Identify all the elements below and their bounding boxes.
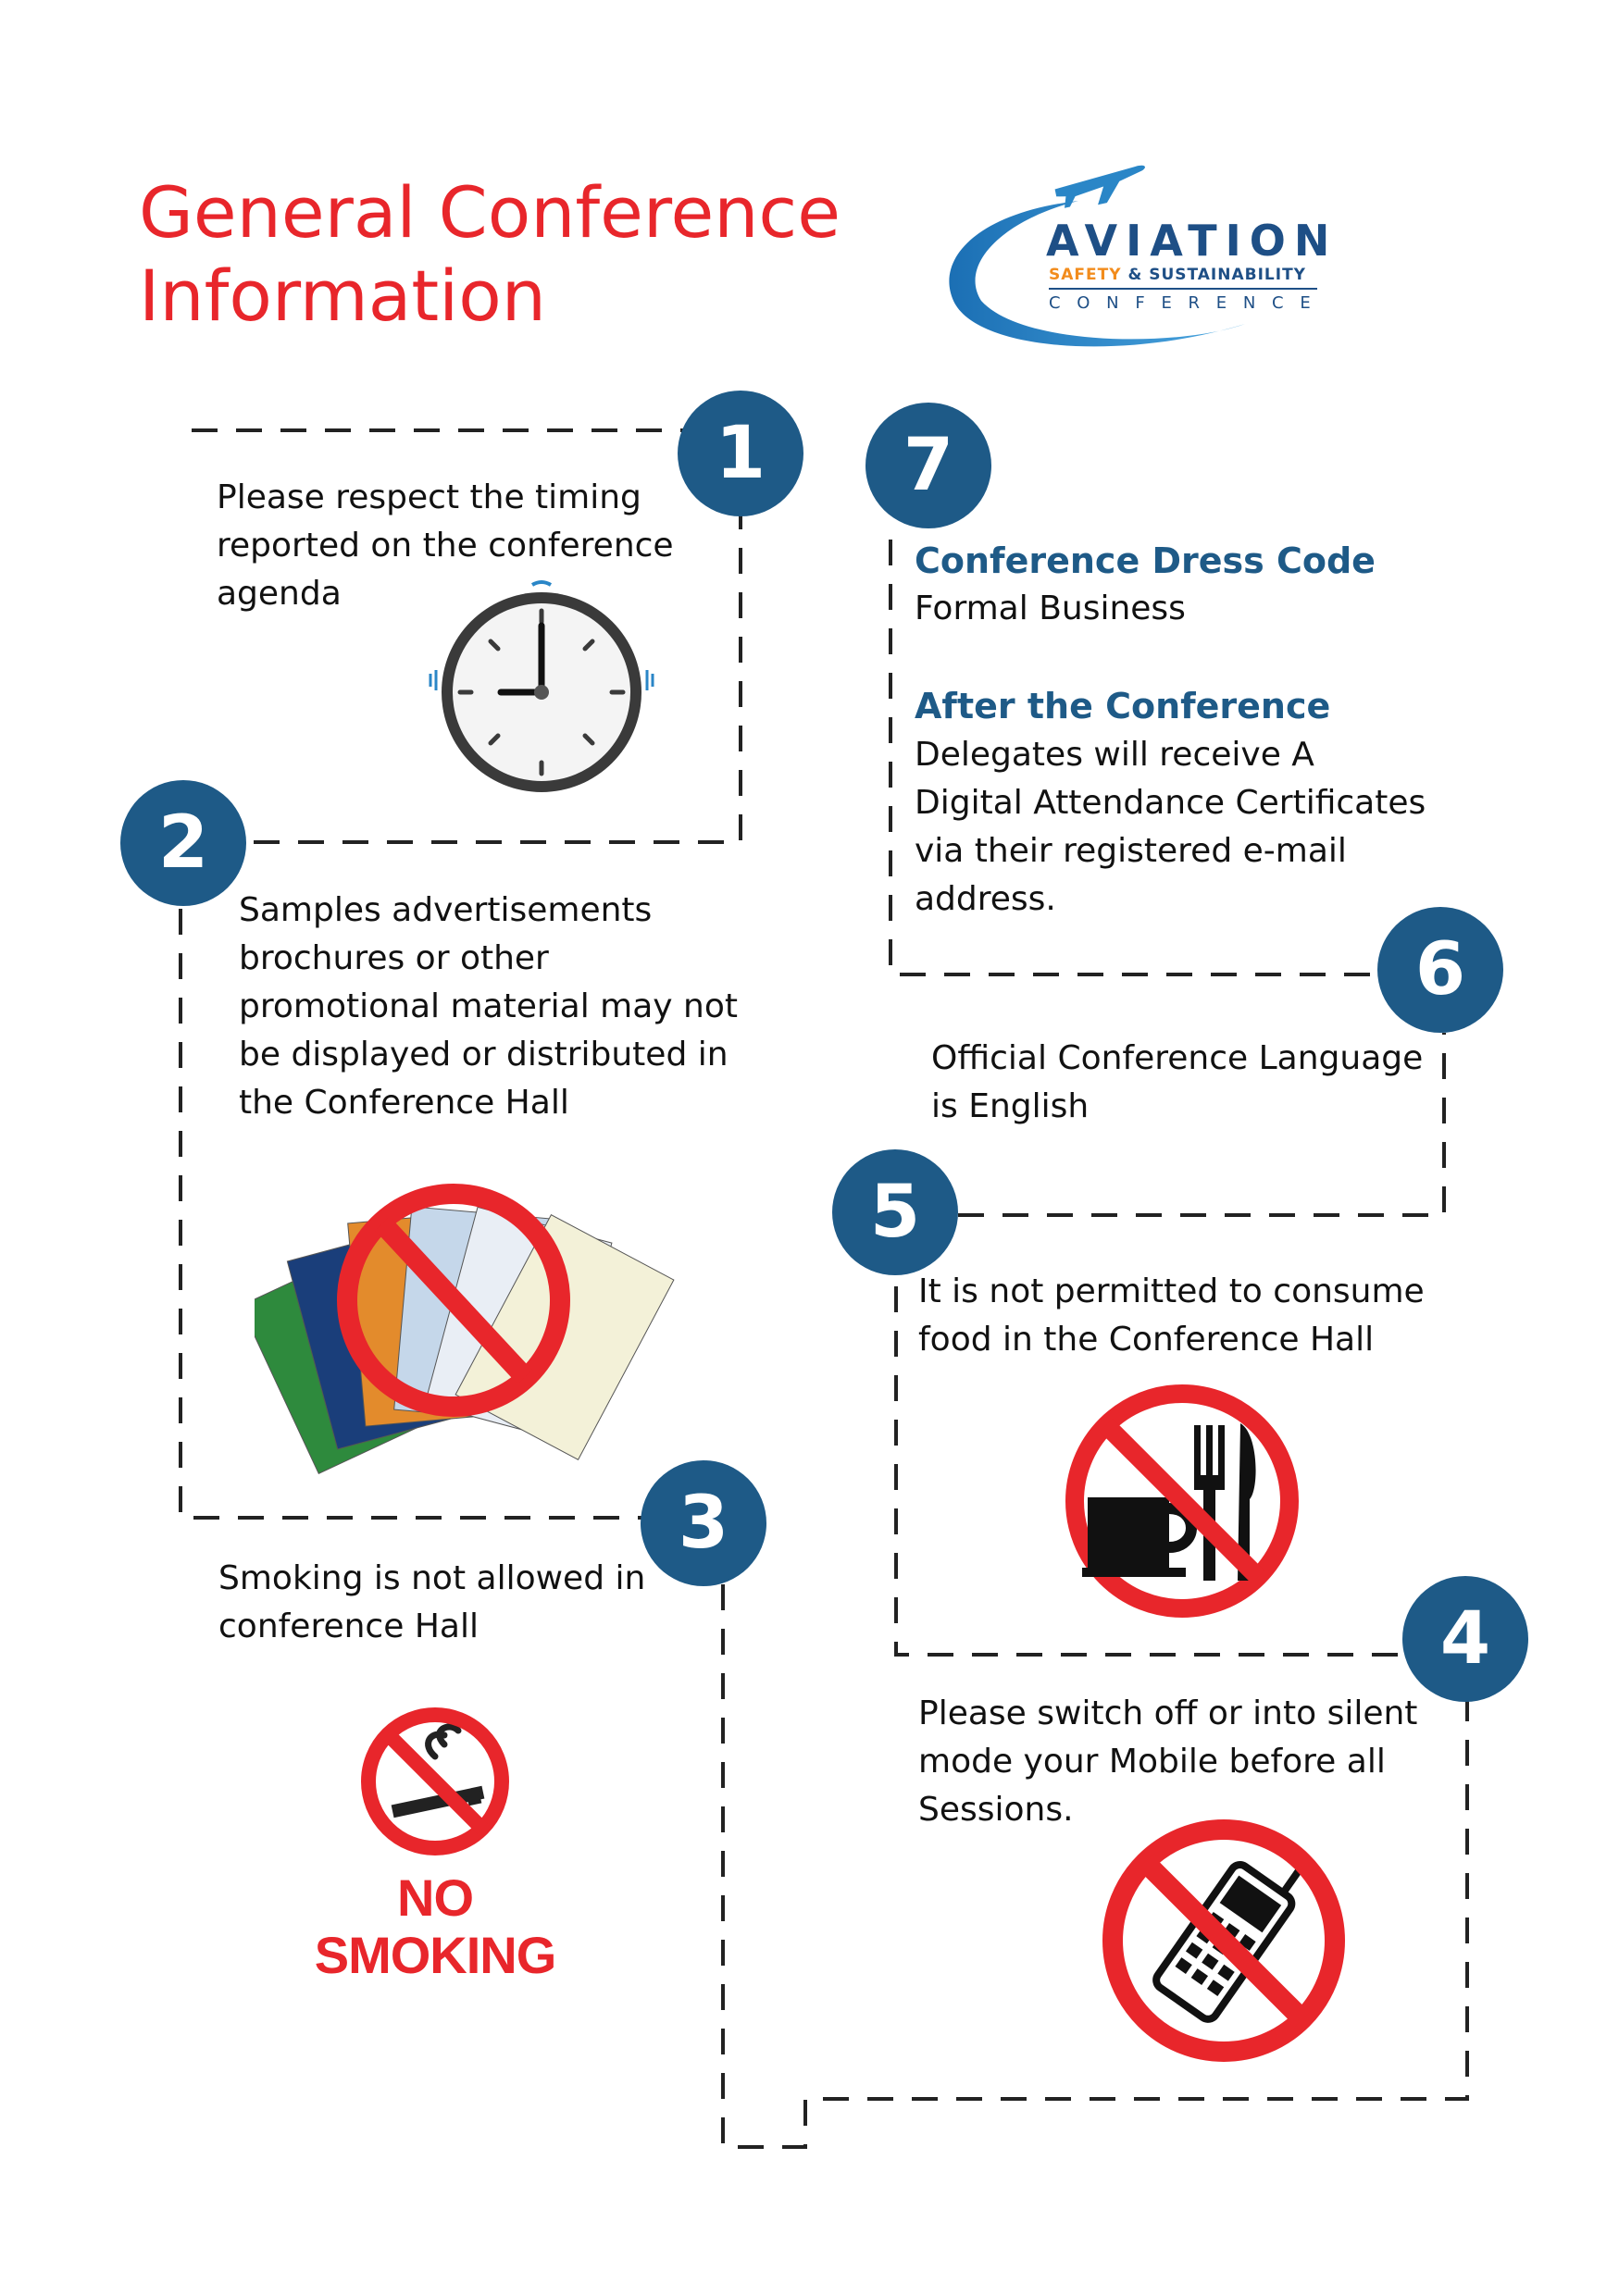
- item-1-line: reported on the conference: [217, 527, 674, 565]
- no-mobile-icon: [1097, 1814, 1351, 2068]
- step-badge-2: 2: [120, 780, 246, 906]
- conference-logo: [940, 162, 1339, 361]
- item-3-text: [218, 1555, 645, 1651]
- after-conference-line: Delegates will receive A: [915, 736, 1314, 774]
- item-2-line: Samples advertisements: [239, 891, 653, 929]
- clock-icon: [421, 574, 662, 805]
- step-badge-1: 1: [678, 391, 803, 516]
- airplane-icon: [1053, 165, 1151, 213]
- item-3-line: Smoking is not allowed in: [218, 1559, 646, 1597]
- no-brochures-icon: [255, 1166, 708, 1481]
- item-4-line: Sessions.: [918, 1791, 1074, 1829]
- logo-sub: C O N F E R E N C E: [1049, 293, 1316, 313]
- item-4-line: mode your Mobile before all: [918, 1743, 1386, 1781]
- item-2-text: [239, 887, 738, 1127]
- logo-divider: [1049, 288, 1317, 290]
- item-4-text: [918, 1690, 1417, 1834]
- item-1-line: Please respect the timing: [217, 478, 641, 516]
- item-5-line: food in the Conference Hall: [918, 1321, 1375, 1359]
- item-6-line: is English: [931, 1087, 1090, 1125]
- no-food-icon: [1060, 1379, 1305, 1624]
- no-smoking-sign-line: NO: [397, 1868, 473, 1927]
- step-badge-6: 6: [1377, 907, 1503, 1033]
- step-badge-5: 5: [832, 1149, 958, 1275]
- item-2-line: the Conference Hall: [239, 1084, 569, 1122]
- after-conference-text: [915, 731, 1426, 924]
- item-2-line: be displayed or distributed in: [239, 1036, 729, 1074]
- item-6-line: Official Conference Language: [931, 1039, 1424, 1077]
- title-line-2: Information: [139, 254, 546, 337]
- item-2-line: promotional material may not: [239, 987, 738, 1025]
- step-badge-3: 3: [641, 1460, 766, 1586]
- logo-tagline-rest: & SUSTAINABILITY: [1127, 266, 1306, 284]
- logo-word: AVIATION: [1046, 216, 1339, 266]
- logo-tagline-safety: SAFETY: [1049, 266, 1122, 284]
- dress-code-heading: Conference Dress Code: [915, 540, 1376, 581]
- after-conference-heading: After the Conference: [915, 686, 1331, 726]
- item-4-line: Please switch off or into silent: [918, 1694, 1418, 1732]
- item-3-line: conference Hall: [218, 1607, 479, 1645]
- no-smoking-icon: [356, 1703, 514, 1860]
- page-title: [139, 171, 898, 338]
- logo-tagline: [1049, 266, 1306, 284]
- title-line-1: General Conference: [139, 171, 841, 254]
- item-5-text: [918, 1268, 1425, 1364]
- item-1-line: agenda: [217, 575, 342, 613]
- after-conference-line: Digital Attendance Certificates: [915, 784, 1426, 822]
- step-badge-4: 4: [1402, 1576, 1528, 1702]
- item-5-line: It is not permitted to consume: [918, 1272, 1425, 1310]
- no-smoking-sign-line: SMOKING: [314, 1926, 556, 1984]
- item-2-line: brochures or other: [239, 939, 549, 977]
- dress-code-text: Formal Business: [915, 590, 1186, 627]
- step-badge-7: 7: [866, 403, 991, 528]
- after-conference-line: via their registered e-mail: [915, 832, 1347, 870]
- item-6-text: [931, 1035, 1423, 1131]
- after-conference-line: address.: [915, 880, 1056, 918]
- no-smoking-sign-text: [305, 1869, 565, 1984]
